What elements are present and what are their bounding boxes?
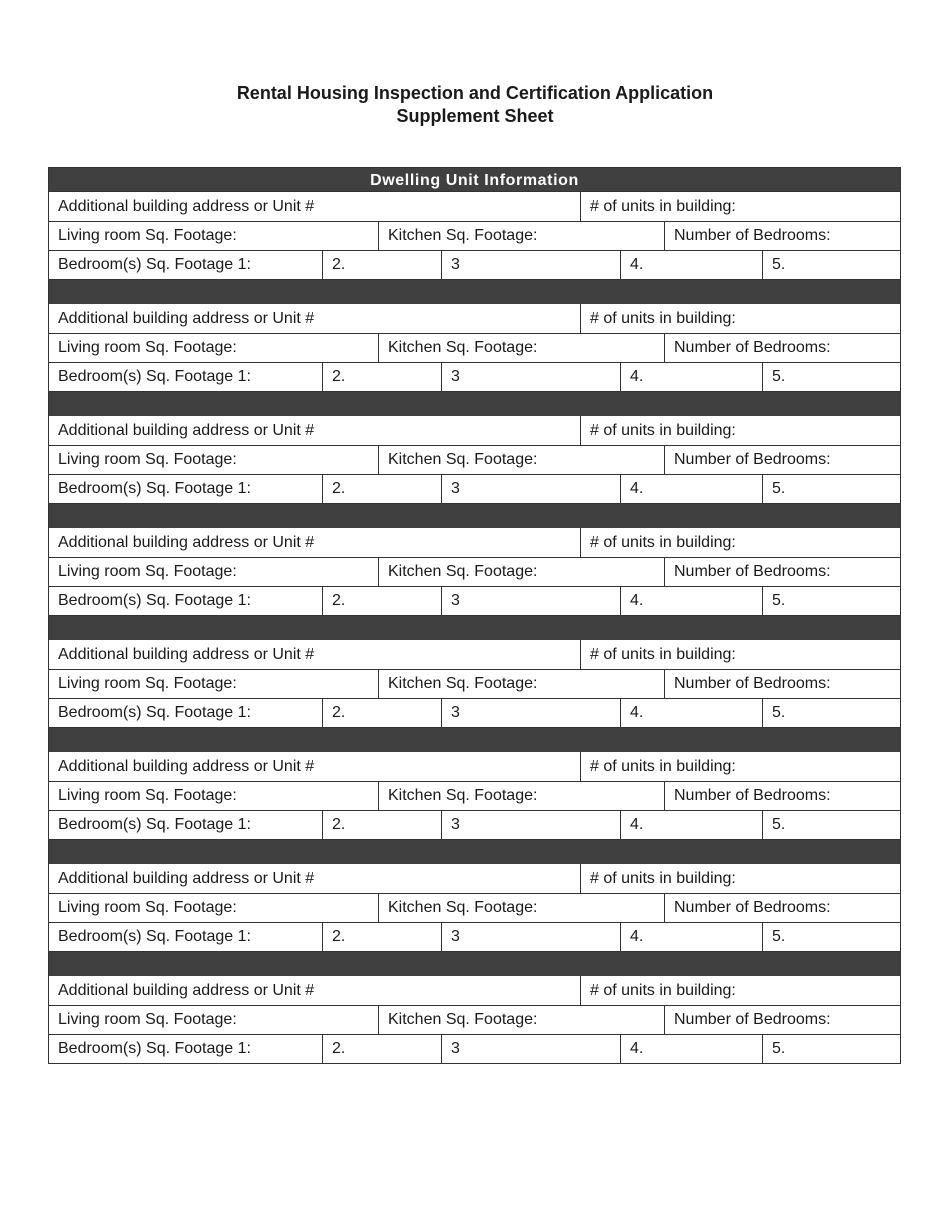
address-field[interactable] — [49, 192, 580, 221]
bedroom-area-row — [48, 363, 901, 392]
b5-label: 5. — [772, 704, 786, 721]
address-field[interactable] — [49, 640, 580, 669]
units-field[interactable] — [580, 864, 900, 893]
area-row — [48, 222, 901, 251]
area-row — [48, 670, 901, 699]
units-field[interactable] — [580, 192, 900, 221]
address-label: Additional building address or Unit # — [58, 870, 315, 887]
unit-separator — [48, 280, 901, 304]
b3-field[interactable] — [441, 363, 620, 391]
b2-label: 2. — [332, 592, 346, 609]
bedroom-area-row — [48, 475, 901, 504]
kitchen-field[interactable] — [378, 558, 664, 586]
bedrooms-label: Number of Bedrooms: — [674, 227, 831, 244]
b4-field[interactable] — [620, 811, 762, 839]
b3-label: 3 — [451, 928, 460, 945]
address-row — [48, 416, 901, 446]
b1-field[interactable] — [49, 811, 322, 839]
b5-label: 5. — [772, 928, 786, 945]
bedrooms-label: Number of Bedrooms: — [674, 787, 831, 804]
living-label: Living room Sq. Footage: — [58, 451, 237, 468]
b2-field[interactable] — [322, 1035, 441, 1063]
b1-field[interactable] — [49, 1035, 322, 1063]
b2-field[interactable] — [322, 587, 441, 615]
b2-field[interactable] — [322, 475, 441, 503]
area-row — [48, 782, 901, 811]
b3-label: 3 — [451, 480, 460, 497]
form-title — [0, 82, 950, 128]
bedrooms-label: Number of Bedrooms: — [674, 339, 831, 356]
units-label: # of units in building: — [590, 422, 736, 439]
kitchen-label: Kitchen Sq. Footage: — [388, 1011, 538, 1028]
b4-label: 4. — [630, 1040, 644, 1057]
address-row — [48, 752, 901, 782]
address-field[interactable] — [49, 304, 580, 333]
b4-label: 4. — [630, 704, 644, 721]
unit-separator — [48, 840, 901, 864]
bedrooms-label: Number of Bedrooms: — [674, 451, 831, 468]
living-label: Living room Sq. Footage: — [58, 787, 237, 804]
address-label: Additional building address or Unit # — [58, 758, 315, 775]
unit-block — [48, 976, 901, 1064]
b1-field[interactable] — [49, 475, 322, 503]
b1-field[interactable] — [49, 699, 322, 727]
b5-label: 5. — [772, 480, 786, 497]
section-header: Dwelling Unit Information — [48, 167, 901, 192]
b2-label: 2. — [332, 704, 346, 721]
kitchen-label: Kitchen Sq. Footage: — [388, 339, 538, 356]
address-row — [48, 640, 901, 670]
units-label: # of units in building: — [590, 198, 736, 215]
b4-field[interactable] — [620, 923, 762, 951]
b4-label: 4. — [630, 928, 644, 945]
bedroom-area-row — [48, 699, 901, 728]
units-field[interactable] — [580, 528, 900, 557]
address-row — [48, 976, 901, 1006]
bedrooms-field[interactable] — [664, 782, 900, 810]
kitchen-field[interactable] — [378, 894, 664, 922]
dwelling-unit-form — [48, 167, 901, 1064]
living-label: Living room Sq. Footage: — [58, 227, 237, 244]
form-title-line-1: Rental Housing Inspection and Certification Application — [236, 83, 714, 103]
b4-field[interactable] — [620, 251, 762, 279]
kitchen-field[interactable] — [378, 334, 664, 362]
b2-label: 2. — [332, 480, 346, 497]
b1-label: Bedroom(s) Sq. Footage 1: — [58, 816, 251, 833]
address-label: Additional building address or Unit # — [58, 198, 315, 215]
unit-block — [48, 304, 901, 392]
area-row — [48, 446, 901, 475]
address-row — [48, 304, 901, 334]
bedrooms-label: Number of Bedrooms: — [674, 675, 831, 692]
b3-field[interactable] — [441, 699, 620, 727]
bedrooms-label: Number of Bedrooms: — [674, 899, 831, 916]
unit-separator — [48, 728, 901, 752]
unit-separator — [48, 504, 901, 528]
kitchen-label: Kitchen Sq. Footage: — [388, 451, 538, 468]
units-field[interactable] — [580, 416, 900, 445]
b3-label: 3 — [451, 1040, 460, 1057]
b5-label: 5. — [772, 592, 786, 609]
bedroom-area-row — [48, 1035, 901, 1064]
kitchen-field[interactable] — [378, 222, 664, 250]
b5-field[interactable] — [762, 699, 900, 727]
bedrooms-field[interactable] — [664, 334, 900, 362]
units-field[interactable] — [580, 976, 900, 1005]
address-label: Additional building address or Unit # — [58, 422, 315, 439]
b5-label: 5. — [772, 816, 786, 833]
b5-field[interactable] — [762, 251, 900, 279]
b3-field[interactable] — [441, 251, 620, 279]
b2-label: 2. — [332, 928, 346, 945]
b4-label: 4. — [630, 368, 644, 385]
bedrooms-label: Number of Bedrooms: — [674, 1011, 831, 1028]
kitchen-label: Kitchen Sq. Footage: — [388, 899, 538, 916]
units-label: # of units in building: — [590, 646, 736, 663]
b1-label: Bedroom(s) Sq. Footage 1: — [58, 368, 251, 385]
b3-label: 3 — [451, 704, 460, 721]
living-field[interactable] — [49, 1006, 378, 1034]
bedroom-area-row — [48, 923, 901, 952]
area-row — [48, 894, 901, 923]
b5-label: 5. — [772, 368, 786, 385]
unit-block — [48, 528, 901, 616]
b3-field[interactable] — [441, 475, 620, 503]
bedroom-area-row — [48, 587, 901, 616]
kitchen-field[interactable] — [378, 446, 664, 474]
address-row — [48, 528, 901, 558]
kitchen-label: Kitchen Sq. Footage: — [388, 227, 538, 244]
bedrooms-field[interactable] — [664, 446, 900, 474]
kitchen-label: Kitchen Sq. Footage: — [388, 787, 538, 804]
kitchen-field[interactable] — [378, 1006, 664, 1034]
b3-label: 3 — [451, 816, 460, 833]
living-label: Living room Sq. Footage: — [58, 339, 237, 356]
units-label: # of units in building: — [590, 758, 736, 775]
address-label: Additional building address or Unit # — [58, 982, 315, 999]
b4-label: 4. — [630, 256, 644, 273]
bedrooms-label: Number of Bedrooms: — [674, 563, 831, 580]
b2-label: 2. — [332, 368, 346, 385]
b5-label: 5. — [772, 1040, 786, 1057]
address-label: Additional building address or Unit # — [58, 310, 315, 327]
units-field[interactable] — [580, 640, 900, 669]
b4-field[interactable] — [620, 475, 762, 503]
b4-field[interactable] — [620, 699, 762, 727]
unit-block — [48, 864, 901, 952]
address-field[interactable] — [49, 976, 580, 1005]
b5-field[interactable] — [762, 363, 900, 391]
address-field[interactable] — [49, 528, 580, 557]
address-label: Additional building address or Unit # — [58, 646, 315, 663]
b2-label: 2. — [332, 256, 346, 273]
b1-field[interactable] — [49, 587, 322, 615]
b4-label: 4. — [630, 816, 644, 833]
unit-block — [48, 416, 901, 504]
b1-label: Bedroom(s) Sq. Footage 1: — [58, 704, 251, 721]
b2-label: 2. — [332, 1040, 346, 1057]
b3-label: 3 — [451, 368, 460, 385]
address-label: Additional building address or Unit # — [58, 534, 315, 551]
b4-label: 4. — [630, 480, 644, 497]
b1-label: Bedroom(s) Sq. Footage 1: — [58, 1040, 251, 1057]
unit-separator — [48, 952, 901, 976]
b1-label: Bedroom(s) Sq. Footage 1: — [58, 928, 251, 945]
units-field[interactable] — [580, 304, 900, 333]
b3-field[interactable] — [441, 1035, 620, 1063]
b2-label: 2. — [332, 816, 346, 833]
bedroom-area-row — [48, 811, 901, 840]
b2-field[interactable] — [322, 923, 441, 951]
address-row — [48, 864, 901, 894]
living-field[interactable] — [49, 894, 378, 922]
bedrooms-field[interactable] — [664, 1006, 900, 1034]
b1-field[interactable] — [49, 251, 322, 279]
b2-field[interactable] — [322, 811, 441, 839]
address-field[interactable] — [49, 416, 580, 445]
living-field[interactable] — [49, 558, 378, 586]
b1-label: Bedroom(s) Sq. Footage 1: — [58, 256, 251, 273]
bedrooms-field[interactable] — [664, 222, 900, 250]
units-field[interactable] — [580, 752, 900, 781]
b3-field[interactable] — [441, 923, 620, 951]
b3-label: 3 — [451, 256, 460, 273]
b1-field[interactable] — [49, 363, 322, 391]
living-field[interactable] — [49, 334, 378, 362]
b3-field[interactable] — [441, 587, 620, 615]
living-label: Living room Sq. Footage: — [58, 563, 237, 580]
living-field[interactable] — [49, 670, 378, 698]
bedrooms-field[interactable] — [664, 558, 900, 586]
b5-label: 5. — [772, 256, 786, 273]
unit-block — [48, 752, 901, 840]
b4-label: 4. — [630, 592, 644, 609]
living-label: Living room Sq. Footage: — [58, 899, 237, 916]
address-field[interactable] — [49, 864, 580, 893]
kitchen-field[interactable] — [378, 670, 664, 698]
b4-field[interactable] — [620, 363, 762, 391]
b1-field[interactable] — [49, 923, 322, 951]
kitchen-label: Kitchen Sq. Footage: — [388, 675, 538, 692]
b5-field[interactable] — [762, 923, 900, 951]
bedrooms-field[interactable] — [664, 894, 900, 922]
b3-label: 3 — [451, 592, 460, 609]
area-row — [48, 1006, 901, 1035]
form-title-line-2: Supplement Sheet — [396, 106, 554, 126]
kitchen-label: Kitchen Sq. Footage: — [388, 563, 538, 580]
bedroom-area-row — [48, 251, 901, 280]
area-row — [48, 558, 901, 587]
bedrooms-field[interactable] — [664, 670, 900, 698]
b4-field[interactable] — [620, 1035, 762, 1063]
b5-field[interactable] — [762, 1035, 900, 1063]
living-label: Living room Sq. Footage: — [58, 675, 237, 692]
address-field[interactable] — [49, 752, 580, 781]
units-label: # of units in building: — [590, 870, 736, 887]
living-label: Living room Sq. Footage: — [58, 1011, 237, 1028]
living-field[interactable] — [49, 222, 378, 250]
living-field[interactable] — [49, 782, 378, 810]
b5-field[interactable] — [762, 475, 900, 503]
b1-label: Bedroom(s) Sq. Footage 1: — [58, 480, 251, 497]
b5-field[interactable] — [762, 587, 900, 615]
b3-field[interactable] — [441, 811, 620, 839]
living-field[interactable] — [49, 446, 378, 474]
b5-field[interactable] — [762, 811, 900, 839]
units-label: # of units in building: — [590, 310, 736, 327]
address-row — [48, 192, 901, 222]
units-label: # of units in building: — [590, 982, 736, 999]
unit-block — [48, 192, 901, 280]
unit-separator — [48, 392, 901, 416]
area-row — [48, 334, 901, 363]
kitchen-field[interactable] — [378, 782, 664, 810]
b4-field[interactable] — [620, 587, 762, 615]
units-label: # of units in building: — [590, 534, 736, 551]
b1-label: Bedroom(s) Sq. Footage 1: — [58, 592, 251, 609]
b2-field[interactable] — [322, 363, 441, 391]
b2-field[interactable] — [322, 251, 441, 279]
unit-block — [48, 640, 901, 728]
unit-separator — [48, 616, 901, 640]
b2-field[interactable] — [322, 699, 441, 727]
